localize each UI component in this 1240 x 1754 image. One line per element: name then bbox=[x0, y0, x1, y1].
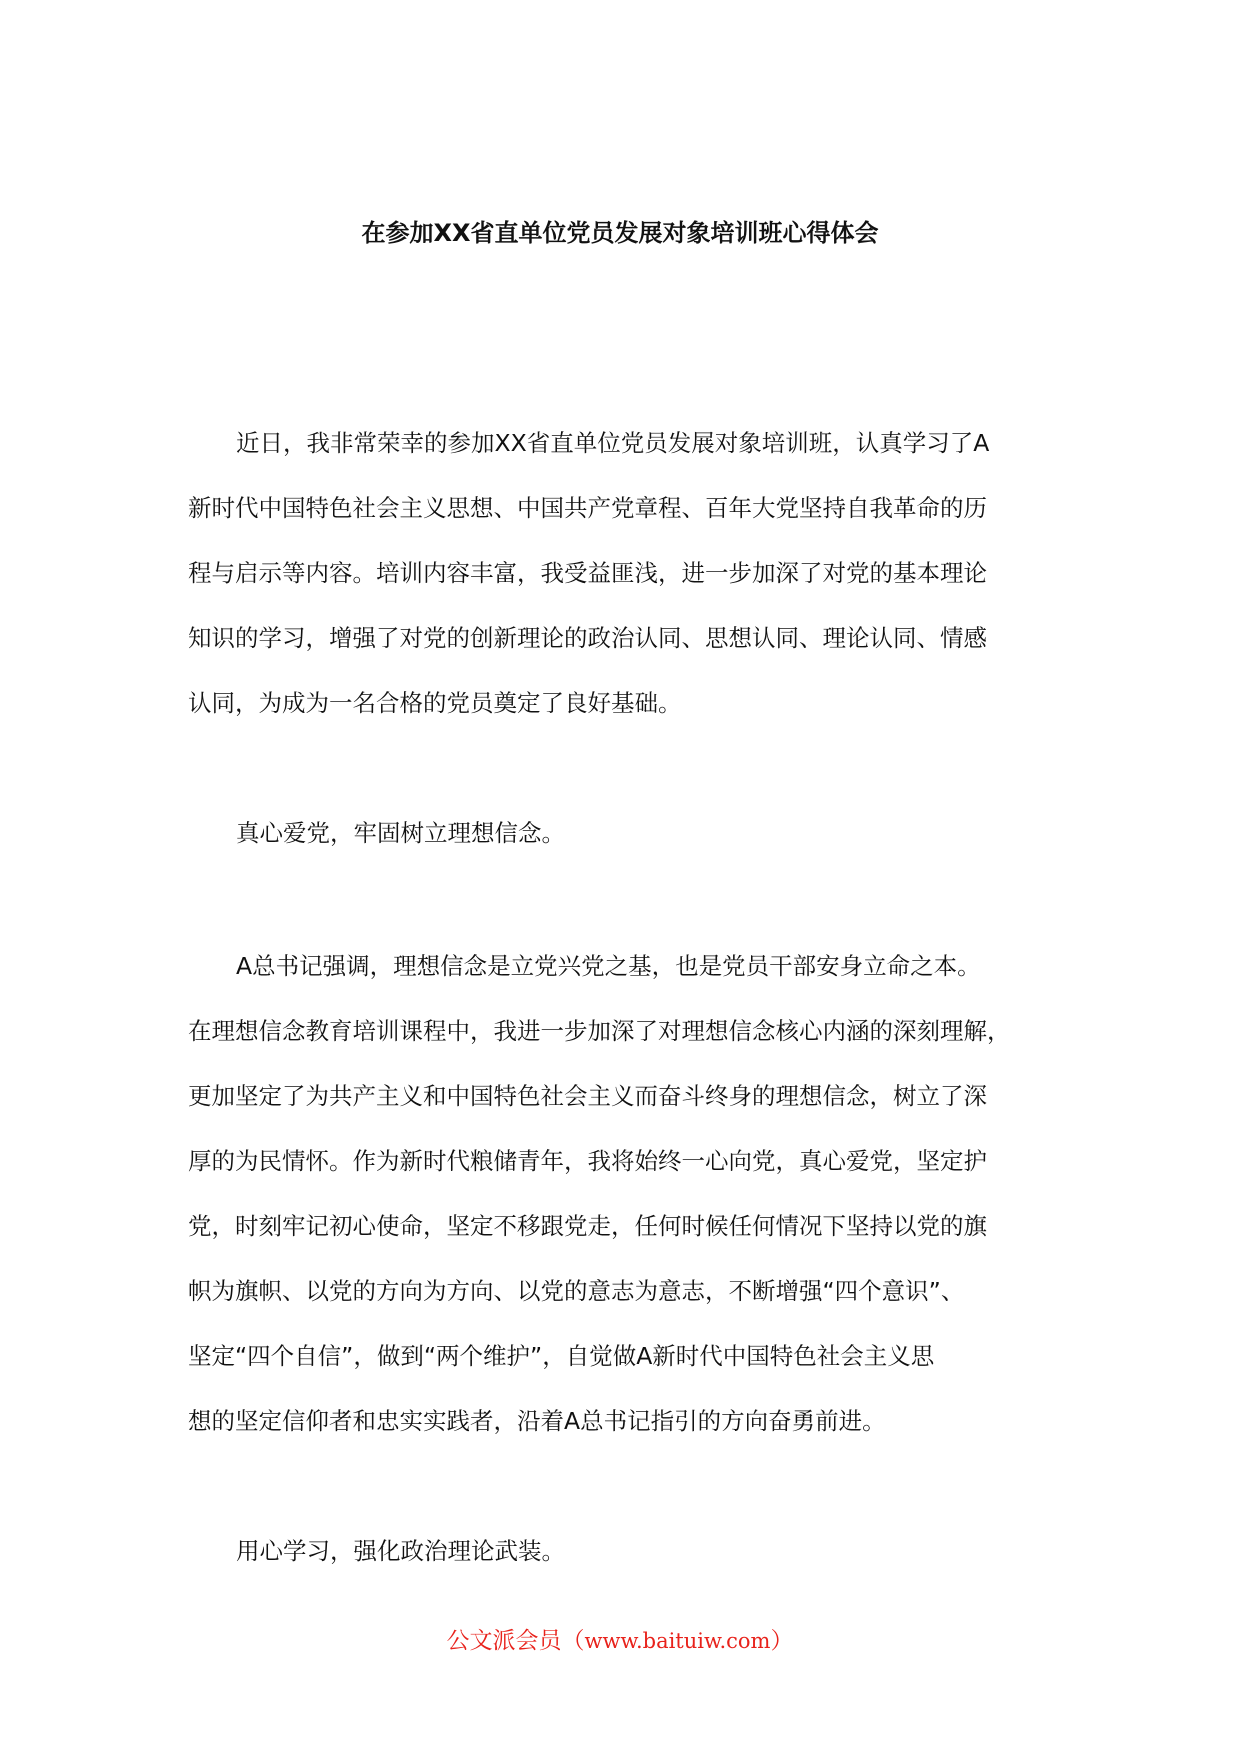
paragraph-line: 程与启示等内容。培训内容丰富，我受益匪浅，进一步加深了对党的基本理论 bbox=[188, 559, 987, 587]
paragraph-line: 近日，我非常荣幸的参加XX省直单位党员发展对象培训班，认真学习了A bbox=[236, 429, 990, 457]
paragraph-line: 更加坚定了为共产主义和中国特色社会主义而奋斗终身的理想信念，树立了深 bbox=[188, 1082, 987, 1110]
section-heading-1 bbox=[188, 801, 1058, 866]
footer-url-link[interactable]: www.baituiw.com bbox=[584, 1629, 771, 1653]
footer-close: ） bbox=[770, 1628, 794, 1654]
paragraph-line: 知识的学习，增强了对党的创新理论的政治认同、思想认同、理论认同、情感 bbox=[188, 624, 987, 652]
paragraph-line: 认同，为成为一名合格的党员奠定了良好基础。 bbox=[188, 689, 682, 717]
paragraph-line: A总书记强调，理想信念是立党兴党之基，也是党员干部安身立命之本。 bbox=[236, 952, 981, 980]
section-heading-2 bbox=[188, 1519, 1058, 1584]
paragraph-line: 在理想信念教育培训课程中，我进一步加深了对理想信念核心内涵的深刻理解， bbox=[188, 1017, 1011, 1045]
paragraph-line: 坚定“四个自信”，做到“两个维护”，自觉做A新时代中国特色社会主义思 bbox=[188, 1342, 935, 1370]
footer-watermark bbox=[0, 1626, 1240, 1656]
paragraph-line: 党，时刻牢记初心使命，坚定不移跟党走，任何时候任何情况下坚持以党的旗 bbox=[188, 1212, 987, 1240]
paragraph-intro bbox=[188, 411, 1058, 736]
paragraph-line: 厚的为民情怀。作为新时代粮储青年，我将始终一心向党，真心爱党，坚定护 bbox=[188, 1147, 987, 1175]
section-heading-text: 真心爱党，牢固树立理想信念。 bbox=[236, 819, 565, 847]
document-title: 在参加XX省直单位党员发展对象培训班心得体会 bbox=[361, 219, 879, 247]
paragraph-line: 帜为旗帜、以党的方向为方向、以党的意志为意志，不断增强“四个意识”、 bbox=[188, 1277, 965, 1305]
paragraph-ideals bbox=[188, 934, 1058, 1454]
paragraph-line: 新时代中国特色社会主义思想、中国共产党章程、百年大党坚持自我革命的历 bbox=[188, 494, 987, 522]
paragraph-line: 想的坚定信仰者和忠实实践者，沿着A总书记指引的方向奋勇前进。 bbox=[188, 1407, 886, 1435]
footer-label: 公文派会员（ bbox=[446, 1628, 585, 1654]
section-heading-text: 用心学习，强化政治理论武装。 bbox=[236, 1537, 565, 1565]
